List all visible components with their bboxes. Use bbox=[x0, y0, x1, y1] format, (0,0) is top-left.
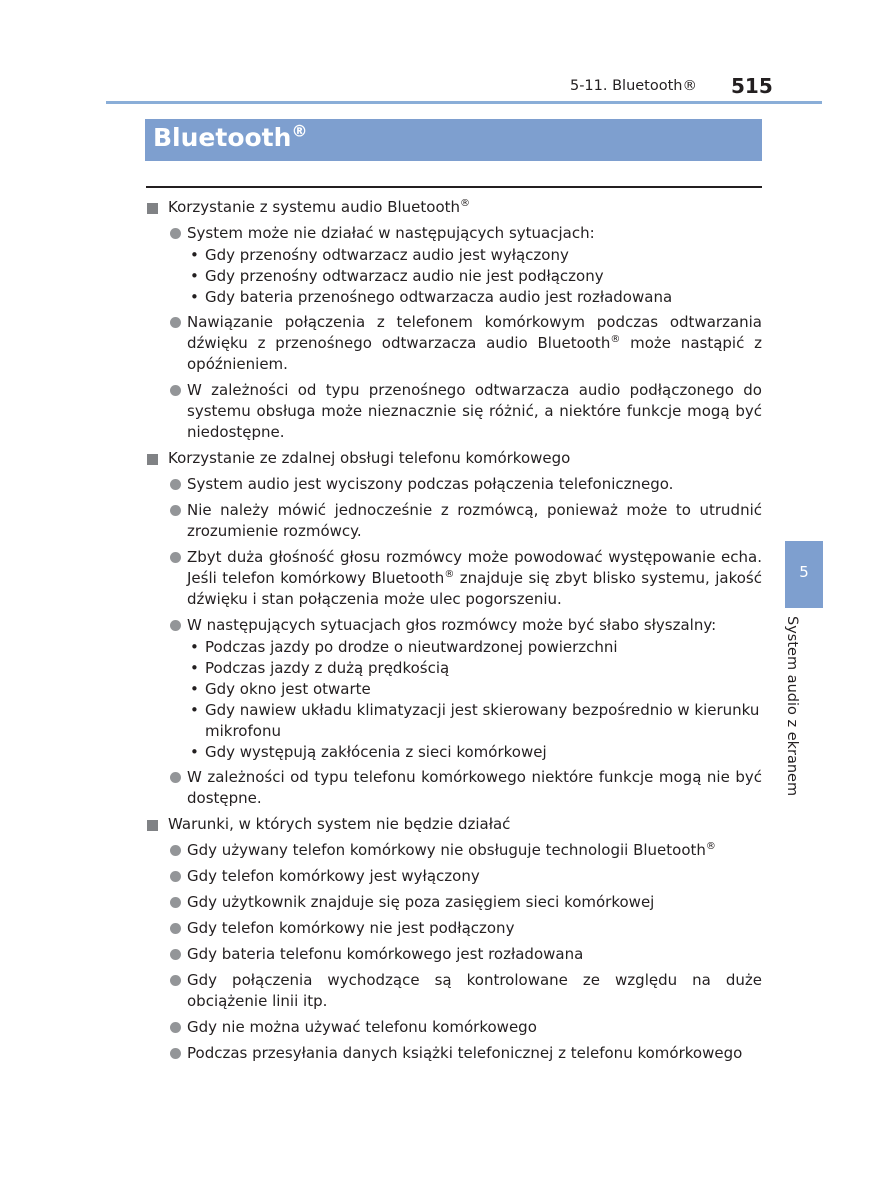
content-rule bbox=[146, 186, 762, 188]
sub-list-item bbox=[146, 658, 762, 679]
list-item bbox=[146, 767, 762, 809]
list-item bbox=[146, 380, 762, 443]
list-item bbox=[146, 866, 762, 887]
square-bullet-icon bbox=[147, 454, 158, 465]
dot-bullet-icon: • bbox=[190, 288, 199, 306]
section-heading bbox=[146, 814, 762, 835]
circle-bullet-icon bbox=[170, 1022, 181, 1033]
content-body bbox=[146, 196, 762, 1069]
dot-bullet-icon: • bbox=[190, 701, 199, 719]
circle-bullet-icon bbox=[170, 228, 181, 239]
title-bar bbox=[145, 119, 762, 161]
page-title: Bluetooth® bbox=[153, 121, 308, 152]
sub-list-item bbox=[146, 637, 762, 658]
list-item-text: Gdy telefon komórkowy nie jest podłączony bbox=[187, 919, 515, 937]
list-item-text: Nie należy mówić jednocześnie z rozmówcą, ponieważ może to utrudnić zrozumienie rozmówcy. bbox=[187, 501, 762, 540]
list-item bbox=[146, 1043, 762, 1064]
list-item-text: Gdy użytkownik znajduje się poza zasięgiem sieci komórkowej bbox=[187, 893, 655, 911]
list-item bbox=[146, 615, 762, 636]
sub-list-item bbox=[146, 679, 762, 700]
dot-bullet-icon: • bbox=[190, 743, 199, 761]
section-heading bbox=[146, 197, 762, 218]
header-section-title: 5-11. Bluetooth® bbox=[569, 78, 697, 94]
sub-list-item-text: Gdy bateria przenośnego odtwarzacza audio jest rozładowana bbox=[205, 288, 673, 306]
list-item-text: W następujących sytuacjach głos rozmówcy może być słabo słyszalny: bbox=[187, 616, 717, 634]
circle-bullet-icon bbox=[170, 385, 181, 396]
list-item bbox=[146, 892, 762, 913]
circle-bullet-icon bbox=[170, 845, 181, 856]
chapter-number: 5 bbox=[799, 563, 809, 581]
list-item-text: System audio jest wyciszony podczas połączenia telefonicznego. bbox=[187, 475, 674, 493]
circle-bullet-icon bbox=[170, 949, 181, 960]
section-heading bbox=[146, 448, 762, 469]
square-bullet-icon bbox=[147, 820, 158, 831]
sub-list-item-text: Podczas jazdy z dużą prędkością bbox=[205, 659, 450, 677]
section-heading-text: Warunki, w których system nie będzie działać bbox=[168, 815, 511, 833]
section-heading-text: Korzystanie z systemu audio Bluetooth bbox=[168, 198, 461, 216]
dot-bullet-icon: • bbox=[190, 267, 199, 285]
circle-bullet-icon bbox=[170, 975, 181, 986]
sub-list-item-text: Gdy przenośny odtwarzacz audio nie jest podłączony bbox=[205, 267, 604, 285]
sub-list-item bbox=[146, 266, 762, 287]
registered-mark: ® bbox=[705, 841, 716, 852]
list-item bbox=[146, 474, 762, 495]
list-item bbox=[146, 1017, 762, 1038]
dot-bullet-icon: • bbox=[190, 680, 199, 698]
circle-bullet-icon bbox=[170, 923, 181, 934]
header-rule bbox=[106, 101, 822, 104]
circle-bullet-icon bbox=[170, 897, 181, 908]
sub-list-item bbox=[146, 742, 762, 763]
list-item bbox=[146, 970, 762, 1012]
square-bullet-icon bbox=[147, 203, 158, 214]
sub-list-item-text: Gdy występują zakłócenia z sieci komórkowej bbox=[205, 743, 547, 761]
sub-list-item bbox=[146, 245, 762, 266]
list-item-text: Gdy połączenia wychodzące są kontrolowane ze względu na duże obciążenie linii itp. bbox=[187, 971, 762, 1010]
sub-list-item bbox=[146, 700, 762, 742]
list-item-text: Gdy telefon komórkowy jest wyłączony bbox=[187, 867, 480, 885]
circle-bullet-icon bbox=[170, 505, 181, 516]
list-item-text: W zależności od typu telefonu komórkowego niektóre funkcje mogą nie być dostępne. bbox=[187, 768, 762, 807]
page-number: 515 bbox=[731, 74, 773, 98]
sub-list-item-text: Podczas jazdy po drodze o nieutwardzonej powierzchni bbox=[205, 638, 618, 656]
sub-list-item-text: Gdy nawiew układu klimatyzacji jest skierowany bezpośrednio w kierunku mikrofonu bbox=[205, 701, 760, 740]
registered-mark: ® bbox=[460, 198, 471, 209]
list-item bbox=[146, 547, 762, 610]
list-item-text: Nawiązanie połączenia z telefonem komórkowym podczas odtwarzania dźwięku z przenośnego odtwarzacza audio Bluetooth bbox=[187, 313, 762, 352]
sub-list-item-text: Gdy okno jest otwarte bbox=[205, 680, 371, 698]
list-item bbox=[146, 944, 762, 965]
list-item bbox=[146, 918, 762, 939]
list-item-text: W zależności od typu przenośnego odtwarzacza audio podłączonego do systemu obsługa może nieznacznie się różnić, a niektóre funkcje mogą być niedostępne. bbox=[187, 381, 762, 441]
registered-mark: ® bbox=[444, 569, 455, 580]
sub-list-item-text: Gdy przenośny odtwarzacz audio jest wyłączony bbox=[205, 246, 569, 264]
list-item bbox=[146, 223, 762, 244]
chapter-label: System audio z ekranem bbox=[784, 616, 800, 797]
sub-list-item bbox=[146, 287, 762, 308]
circle-bullet-icon bbox=[170, 552, 181, 563]
circle-bullet-icon bbox=[170, 1048, 181, 1059]
registered-mark: ® bbox=[610, 334, 621, 345]
list-item-text: Gdy bateria telefonu komórkowego jest rozładowana bbox=[187, 945, 584, 963]
circle-bullet-icon bbox=[170, 317, 181, 328]
circle-bullet-icon bbox=[170, 479, 181, 490]
list-item-text: Zbyt duża głośność głosu rozmówcy może powodować występowanie echa. Jeśli telefon komórkowy Bluetooth bbox=[187, 548, 762, 587]
dot-bullet-icon: • bbox=[190, 246, 199, 264]
chapter-tab bbox=[785, 541, 823, 608]
list-item bbox=[146, 312, 762, 375]
list-item-text: Gdy używany telefon komórkowy nie obsługuje technologii Bluetooth bbox=[187, 841, 706, 859]
section-heading-text: Korzystanie ze zdalnej obsługi telefonu komórkowego bbox=[168, 449, 571, 467]
list-item-text-after: może nastąpić z opóźnieniem. bbox=[187, 334, 762, 373]
list-item-text: Gdy nie można używać telefonu komórkowego bbox=[187, 1018, 537, 1036]
list-item bbox=[146, 500, 762, 542]
circle-bullet-icon bbox=[170, 772, 181, 783]
dot-bullet-icon: • bbox=[190, 638, 199, 656]
list-item bbox=[146, 840, 762, 861]
dot-bullet-icon: • bbox=[190, 659, 199, 677]
list-item-text: System może nie działać w następujących sytuacjach: bbox=[187, 224, 595, 242]
list-item-text: Podczas przesyłania danych książki telefonicznej z telefonu komórkowego bbox=[187, 1044, 743, 1062]
circle-bullet-icon bbox=[170, 620, 181, 631]
circle-bullet-icon bbox=[170, 871, 181, 882]
list-item-text-after: znajduje się zbyt blisko systemu, jakość dźwięku i stan połączenia może ulec pogorszeniu. bbox=[187, 569, 762, 608]
